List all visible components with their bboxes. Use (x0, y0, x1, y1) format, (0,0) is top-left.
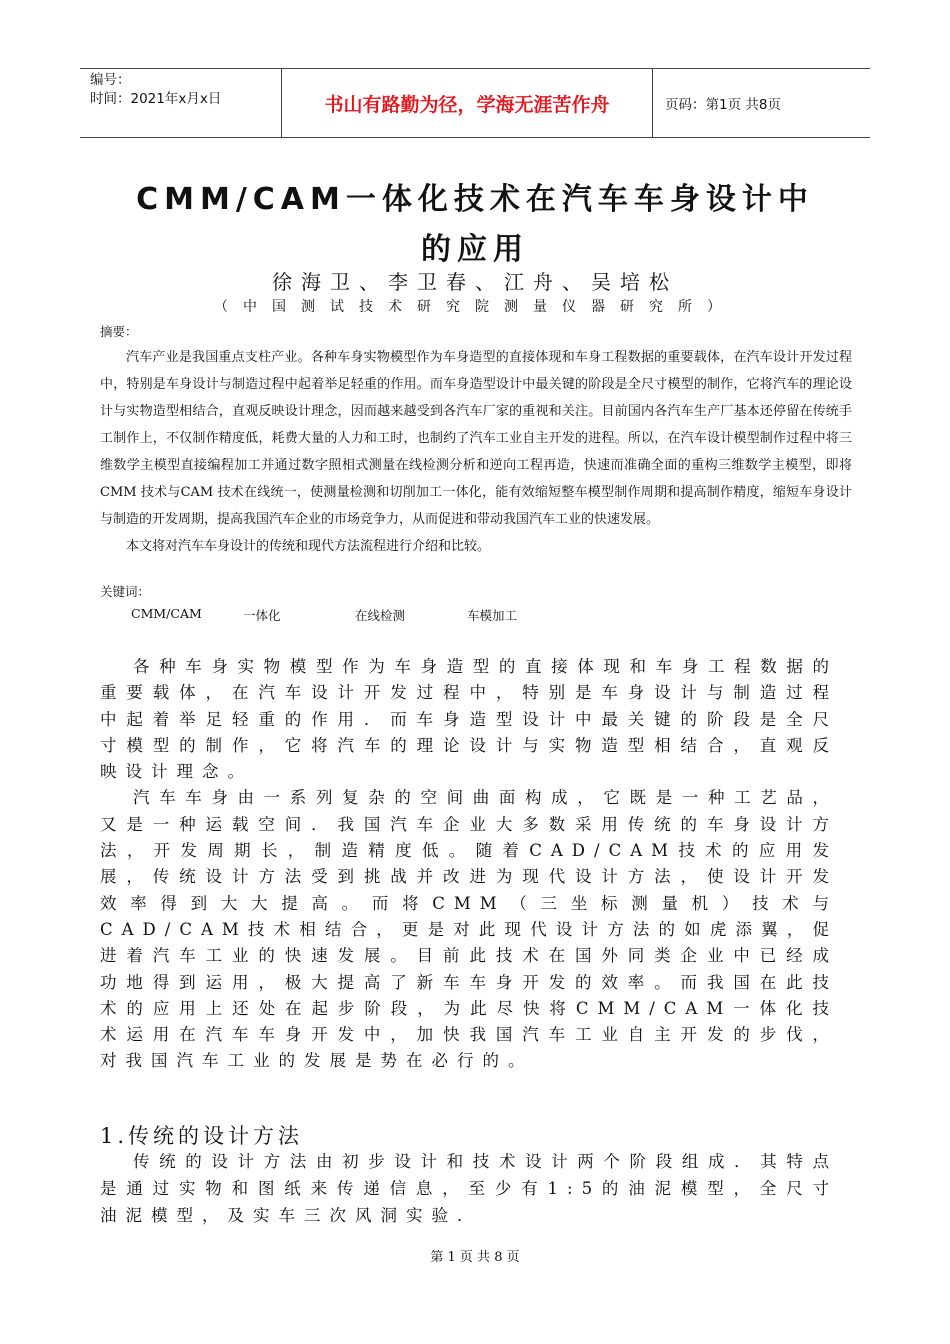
abstract-label: 摘要： (100, 324, 138, 339)
body-paragraph: 各种车身实物模型作为车身造型的直接体现和车身工程数据的重要载体，在汽车设计开发过程中，特别是车身设计与制造过程中起着举足轻重的作用．而车身造型设计中最关键的阶段是全尺寸模型的制作，它将汽车的理论设计与实物造型相结合，直观反映设计理念。 (100, 657, 838, 782)
header-meta (80, 69, 281, 137)
document-number-label: 编号： (90, 72, 131, 88)
keyword-item: 车模加工 (467, 608, 518, 623)
section-paragraph: 传统的设计方法由初步设计和技术设计两个阶段组成．其特点是通过实物和图纸来传递信息，至少有1:5的油泥模型，全尺寸油泥模型，及实车三次风洞实验． (100, 1152, 838, 1225)
document-date: 时间：2021年x月x日 (90, 91, 222, 107)
body-paragraph: 汽车车身由一系列复杂的空间曲面构成，它既是一种工艺品，又是一种运载空间．我国汽车企业大多数采用传统的车身设计方法，开发周期长，制造精度低。随着CAD/CAM技术的应用发展，传统设计方法受到挑战并改进为现代设计方法，使设计开发效率得到大大提高。而将CMM（三坐标测量机）技术与CAD/CAM技术相结合，更是对此现代设计方法的如虎添翼，促进着汽车工业的快速发展。目前此技术在国外同类企业中已经成功地得到运用，极大提高了新车车身开发的效率。而我国在此技术的应用上还处在起步阶段，为此尽快将CMM/CAM一体化技术运用在汽车车身开发中，加快我国汽车工业自主开发的步伐，对我国汽车工业的发展是势在必行的。 (100, 788, 838, 1071)
header-motto: 书山有路勤为径，学海无涯苦作舟 (281, 69, 653, 137)
author-list: 徐海卫、李卫春、江舟、吴培松 (272, 270, 678, 294)
keyword-item: 在线检测 (355, 608, 406, 623)
page-footer: 第 1 页 共 8 页 (430, 1250, 520, 1265)
affiliation: （中国测试技术研究院测量仪器研究所） (214, 299, 736, 315)
introduction-body (100, 654, 838, 1075)
abstract-paragraph: 本文将对汽车车身设计的传统和现代方法流程进行介绍和比较。 (126, 539, 491, 554)
section-body (100, 1148, 838, 1229)
section-heading: 1.传统的设计方法 (100, 1124, 304, 1148)
keyword-item: 一体化 (243, 608, 281, 623)
keyword-list (131, 606, 539, 624)
abstract (100, 344, 852, 560)
document-title-line1: CMM/CAM一体化技术在汽车车身设计中 (136, 182, 814, 217)
document-title-line2: 的应用 (421, 232, 529, 267)
abstract-paragraph: 汽车产业是我国重点支柱产业。各种车身实物模型作为车身造型的直接体现和车身工程数据的重要载体，在汽车设计开发过程中，特别是车身设计与制造过程中起着举足轻重的作用。而车身造型设计中最关键的阶段是全尺寸模型的制作，它将汽车的理论设计与实物造型相结合，直观反映设计理念，因而越来越受到各汽车厂家的重视和关注。目前国内各汽车生产厂基本还停留在传统手工制作上，不仅制作精度低，耗费大量的人力和工时，也制约了汽车工业自主开发的进程。所以，在汽车设计模型制作过程中将三维数学主模型直接编程加工并通过数字照相式测量在线检测分析和逆向工程再造，快速而准确全面的重构三维数学主模型，即将CMM 技术与CAM 技术在线统一，使测量检测和切削加工一体化，能有效缩短整车模型制作周期和提高制作精度，缩短车身设计与制造的开发周期，提高我国汽车企业的市场竞争力，从而促进和带动我国汽车工业的快速发展。 (100, 350, 852, 527)
keyword-item: CMM/CAM (131, 606, 202, 621)
page-header (80, 68, 870, 138)
keywords-label: 关键词： (100, 584, 151, 599)
header-page-number: 页码：第1页 共8页 (665, 97, 781, 113)
